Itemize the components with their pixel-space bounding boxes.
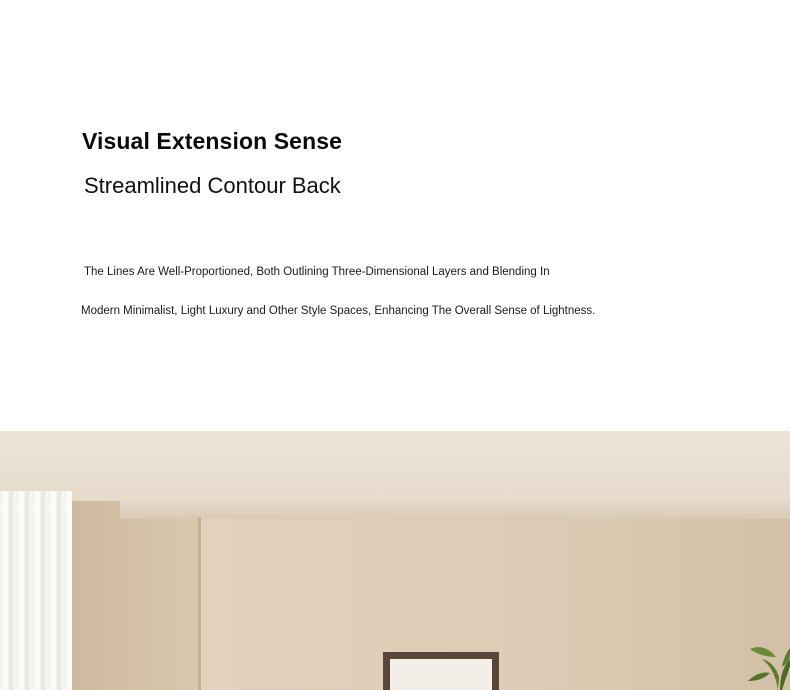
room-photo <box>0 431 790 690</box>
side-wall <box>70 501 200 690</box>
wall-corner <box>198 517 201 690</box>
picture-frame <box>383 652 499 690</box>
description-line-1: The Lines Are Well-Proportioned, Both Outlining Three-Dimensional Layers and Blending In <box>84 266 550 278</box>
curtain <box>0 491 72 690</box>
section-subheading: Streamlined Contour Back <box>84 173 341 198</box>
section-heading: Visual Extension Sense <box>82 128 342 154</box>
ceiling-molding <box>120 501 790 519</box>
description-line-2: Modern Minimalist, Light Luxury and Other Style Spaces, Enhancing The Overall Sense of Lightness. <box>81 305 596 317</box>
plant-icon <box>748 637 790 690</box>
